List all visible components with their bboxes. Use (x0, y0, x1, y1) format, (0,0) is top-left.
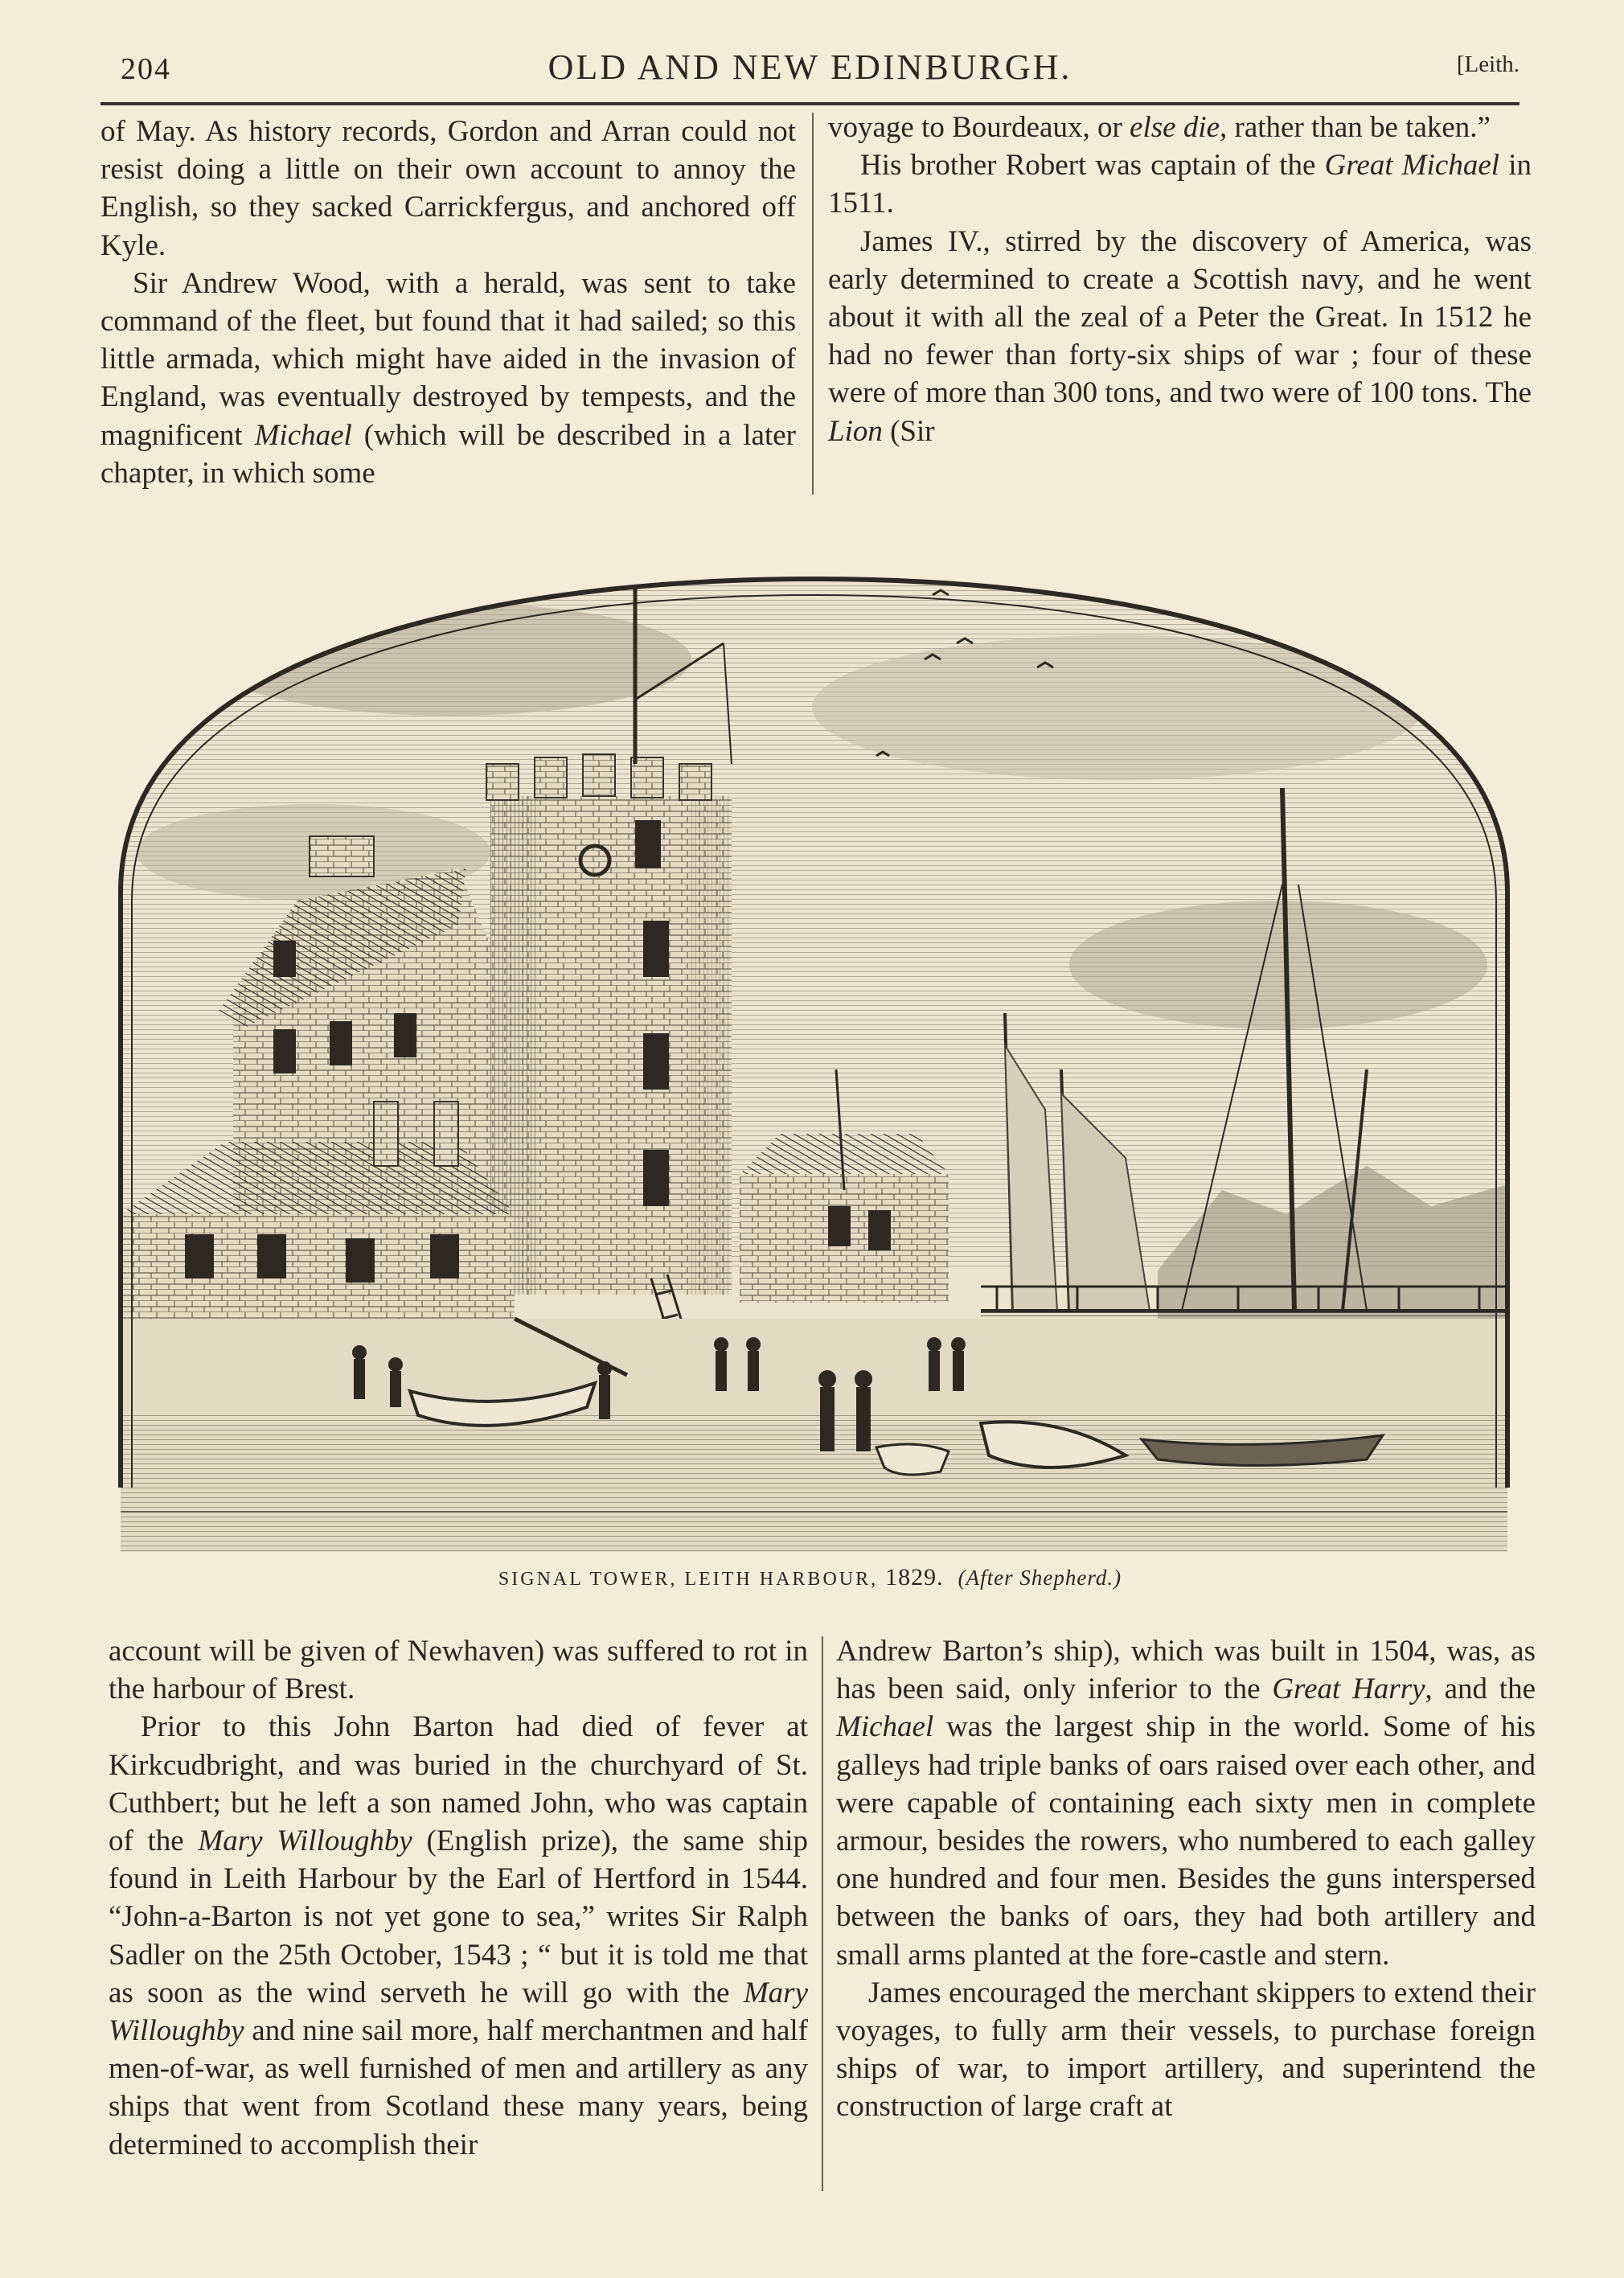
page-header (100, 42, 1519, 98)
paragraph: of May. As history records, Gordon and Arran could not resist doing a little on their own account to annoy the English, so they sacked Carrickfergus, and anchored off Kyle. (100, 115, 796, 262)
header-rule (100, 102, 1519, 105)
column-divider (822, 1636, 823, 2191)
page-number: 204 (121, 52, 171, 86)
paragraph: James encouraged the merchant skippers to extend their voyages, to fully arm their vessels, to purchase foreign ships of war, to import artillery, and superintend the construction of large craft at (836, 1976, 1536, 2124)
column-divider (812, 113, 814, 495)
paragraph: Andrew Barton’s ship), which was built in 1504, was, as has been said, only inferior to the Great Harry, and the Michael was the largest ship in the world. Some of his galleys had triple banks of oars raised over each other, and were capable of containing each sixty men in complete armour, besides the rowers, who numbered to each galley one hundred and four men. Besides the guns interspersed between the banks of oars, they had both artillery and small arms planted at the fore-castle and stern. (836, 1635, 1536, 1972)
engraving-illustration (113, 547, 1515, 1552)
figure-caption (100, 1564, 1519, 1591)
paragraph: account will be given of Newhaven) was suffered to rot in the harbour of Brest. (109, 1635, 808, 1706)
paragraph: James IV., stirred by the discovery of America, was early determined to create a Scottish navy, and he went about it with all the zeal of a Peter the Great. In 1512 he had no fewer than forty-six ships of war ; four of these were of more than 300 tons, and two were of 100 tons. The Lion (Sir (828, 224, 1532, 448)
caption-credit: (After Shepherd.) (958, 1566, 1122, 1590)
bottom-left-column (109, 1632, 808, 2164)
paragraph: Sir Andrew Wood, with a herald, was sent to take command of the fleet, but found that it had sailed; so this little armada, which might have aided in the invasion of England, was eventually destroyed by tempests, and the magnificent Michael (which will be described in a later chapter, in which some (100, 266, 796, 490)
running-title: OLD AND NEW EDINBURGH. (547, 47, 1072, 87)
caption-year: 1829. (885, 1564, 944, 1590)
paragraph: Prior to this John Barton had died of fever at Kirkcudbright, and was buried in the churchyard of St. Cuthbert; but he left a son named John, who was captain of the Mary Willoughby (English prize), the same ship found in Leith Harbour by the Earl of Hertford in 1544. “John-a-Barton is not yet gone to sea,” writes Sir Ralph Sadler on the 25th October, 1543 ; “ but it is told me that as soon as the wind serveth he will go with the Mary Willoughby and nine sail more, half merchantmen and half men-of-war, as well furnished of men and artillery as any ships that went from Scotland these many years, being determined to accomplish their (109, 1710, 808, 2161)
caption-label: SIGNAL TOWER, LEITH HARBOUR, (498, 1569, 886, 1590)
top-left-column (100, 113, 796, 492)
paragraph: voyage to Bourdeaux, or else die, rather than be taken.” (828, 111, 1491, 144)
section-tag: [Leith. (1456, 51, 1519, 77)
bottom-right-column (836, 1632, 1536, 2126)
signal-tower-engraving (113, 547, 1515, 1552)
top-right-column (828, 109, 1532, 450)
paragraph: His brother Robert was captain of the Great Michael in 1511. (828, 149, 1532, 220)
